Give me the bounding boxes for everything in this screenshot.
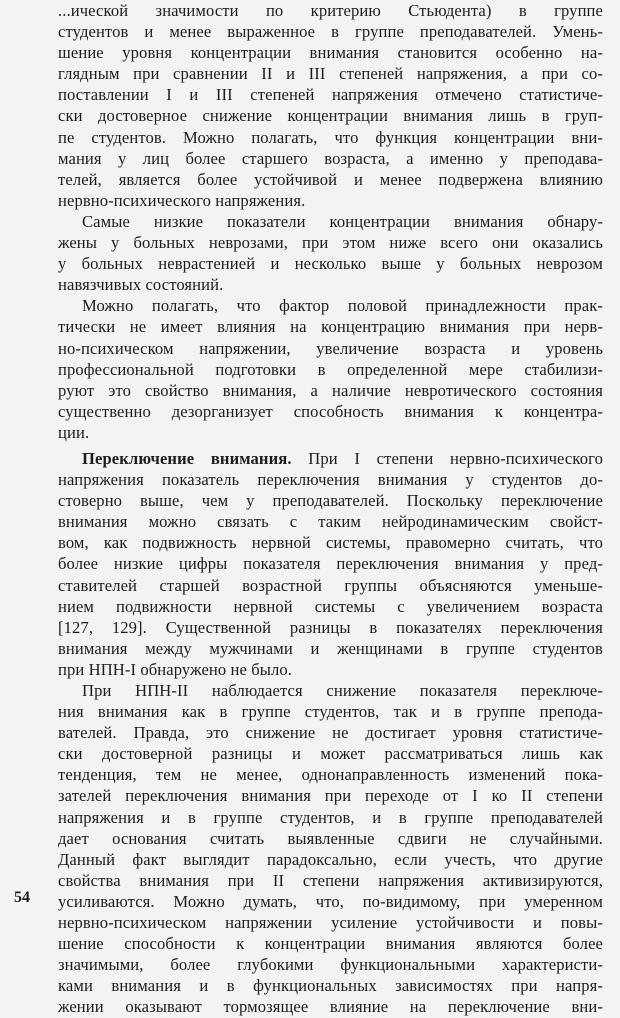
document-page [58, 0, 603, 1017]
text-line: шение способности к концентрации внимания являются более [58, 934, 603, 954]
text-line: шение уровня концентрации внимания становится особенно на- [58, 43, 603, 63]
text-line: нервно-психического напряжения. [58, 190, 306, 210]
text-line: более низкие цифры показателя переключения внимания у пред- [58, 554, 603, 574]
text-line: При НПН-II наблюдается снижение показателя переключе- [82, 681, 603, 700]
text-line: вателей. Правда, это снижение не достигает уровня статистиче- [58, 723, 603, 743]
text-line: дает основания считать выявленные сдвиги не случайными. [58, 828, 603, 848]
text-line: тенденция, тем не менее, однонаправленность изменений пока- [58, 765, 603, 785]
text-line [58, 448, 603, 469]
text-line: профессиональной подготовки в определенной мере стабилизи- [58, 359, 603, 379]
text-line: ...ической значимости по критерию Стьюдента) в группе [58, 1, 603, 20]
text-line: усиливаются. Можно думать, что, по-видимому, при умеренном [58, 891, 603, 911]
paragraph-1 [58, 0, 603, 211]
section-heading: Переключение внимания. [82, 448, 292, 468]
text-line: напряжения показатель переключения внимания у студентов до- [58, 470, 603, 490]
text-line: студентов и менее выраженное в группе преподавателей. Умень- [58, 22, 603, 42]
text-line: внимания можно связать с таким нейродинамическим свойст- [58, 512, 603, 532]
text-line: телей, является более устойчивой и менее подвержена влиянию [58, 169, 603, 189]
page-number: 54 [14, 889, 30, 906]
text-line: жении оказывают тормозящее влияние на переключение вни- [58, 997, 603, 1017]
text-line: ски достоверной разницы и может рассматриваться лишь как [58, 744, 603, 764]
text-line: ками внимания и в функциональных зависимостях при напря- [58, 976, 603, 996]
text-line: при НПН-I обнаружено не было. [58, 659, 293, 679]
text-line: у больных неврастенией и несколько выше у больных неврозом [58, 254, 603, 274]
text-line: Можно полагать, что фактор половой принадлежности прак- [82, 296, 603, 316]
text-line: напряжения и в группе студентов, и в группе преподавателей [58, 807, 603, 827]
text-line: пе студентов. Можно полагать, что функция концентрации вни- [58, 127, 603, 147]
text-line: поставлении I и III степеней напряжения отмечено статистиче- [58, 85, 603, 105]
text-line: ции. [58, 422, 90, 442]
text-line: существенно дезорганизует способность внимания к концентра- [58, 401, 603, 421]
text-line: нием подвижности нервной системы с увеличением возраста [58, 596, 603, 616]
text-line: но-психическом напряжении, увеличение возраста и уровень [58, 338, 603, 358]
text-line: ставителей старшей возрастной группы объясняются уменьше- [58, 575, 603, 595]
paragraph-5 [58, 680, 603, 1018]
paragraph-3 [58, 295, 603, 443]
text-line: Самые низкие показатели концентрации внимания обнару- [82, 211, 603, 231]
text-line: зателей переключения внимания при переходе от I ко II степени [58, 786, 603, 806]
text-line: ски достоверное снижение концентрации внимания лишь в груп- [58, 106, 603, 126]
paragraph-4 [58, 448, 603, 680]
text-line: руют это свойство внимания, а наличие невротического состояния [58, 380, 603, 400]
text-line: [127, 129]. Существенной разницы в показателях переключения [58, 617, 603, 637]
text-line: нервно-психическом напряжении усиление устойчивости и повы- [58, 913, 603, 933]
text-line: ния внимания как в группе студентов, так и в группе препода- [58, 702, 603, 722]
text-line: стоверно выше, чем у преподавателей. Поскольку переключение [58, 491, 603, 511]
text-line: значимыми, более глубокими функциональными характеристи- [58, 955, 603, 975]
text-line: жены у больных неврозами, при этом ниже всего они оказались [58, 233, 603, 253]
text-run: При I степени нервно-психического [308, 448, 603, 468]
text-line: тически не имеет влияния на концентрацию внимания при нерв- [58, 317, 603, 337]
text-line: глядным при сравнении II и III степеней напряжения, а при со- [58, 64, 603, 84]
text-line: внимания между мужчинами и женщинами в группе студентов [58, 638, 603, 658]
text-line: Данный факт выглядит парадоксально, если учесть, что другие [58, 849, 603, 869]
text-line: свойства внимания при II степени напряжения активизируются, [58, 870, 603, 890]
text-line: вом, как подвижность нервной системы, правомерно считать, что [58, 533, 603, 553]
paragraph-2 [58, 211, 603, 295]
text-line: мания у лиц более старшего возраста, а именно у преподава- [58, 148, 603, 168]
text-line: навязчивых состояний. [58, 275, 224, 295]
